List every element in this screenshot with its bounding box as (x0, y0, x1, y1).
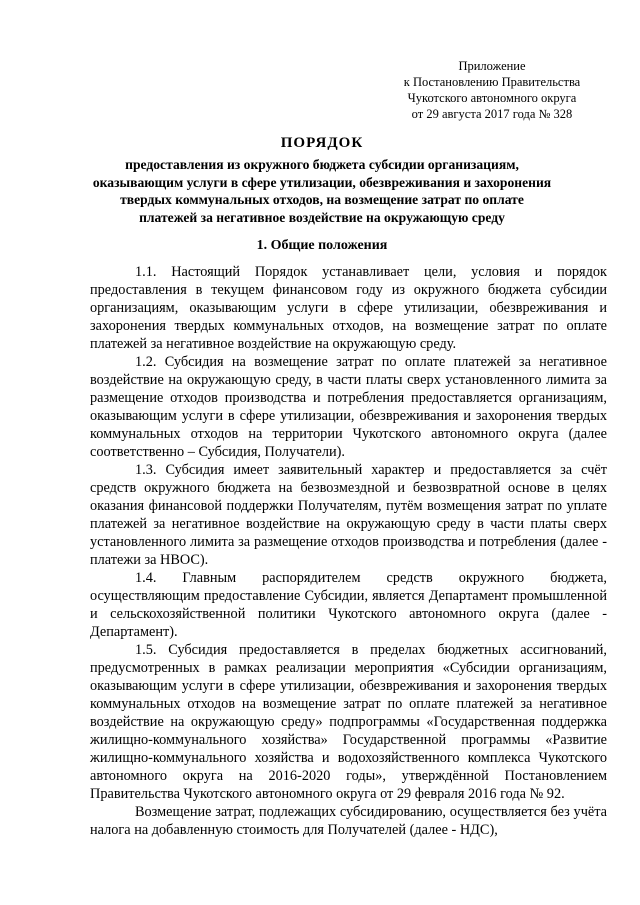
paragraph-1-4: 1.4. Главным распорядителем средств окружного бюджета, осуществляющим предоставление Субсидии, является Департамент промышленной и сельскохозяйственной политики Чукотского автономного округа (далее - Департамент). (90, 570, 607, 640)
paragraph-1-2: 1.2. Субсидия на возмещение затрат по оплате платежей за негативное воздействие на окружающую среду, в части платы сверх установленного лимита за размещение отходов производства и потребления предоставляется организациям, оказывающим услуги в сфере утилизации, обезвреживания и захоронения твердых коммунальных отходов на территории Чукотского автономного округа (далее соответственно – Субсидия, Получатели). (90, 354, 607, 460)
annex-block (392, 58, 592, 122)
paragraph-1-5: 1.5. Субсидия предоставляется в пределах бюджетных ассигнований, предусмотренных в рамках реализации мероприятия «Субсидии организациям, оказывающим услуги в сфере утилизации, обезвреживания и захоронения твердых коммунальных отходов на возмещение затрат по оплате платежей за негативное воздействие на окружающую среду» подпрограммы «Государственная поддержка жилищно-коммунального хозяйства» Государственной программы «Развитие жилищно-коммунального хозяйства и водохозяйственного комплекса Чукотского автономного округа на 2016-2020 годы», утверждённой Постановлением Правительства Чукотского автономного округа от 29 февраля 2016 года № 92. (90, 642, 607, 802)
annex-line: к Постановлению Правительства (403, 75, 581, 89)
subtitle-line: предоставления из окружного бюджета субсидии организациям, (125, 157, 519, 172)
paragraph-continuation: Возмещение затрат, подлежащих субсидированию, осуществляется без учёта налога на добавленную стоимость для Получателей (далее - НДС), (90, 804, 607, 838)
annex-line: Приложение (458, 59, 526, 73)
section-heading: 1. Общие положения (256, 238, 388, 253)
document-title: ПОРЯДОК (280, 135, 364, 151)
paragraph-1-3: 1.3. Субсидия имеет заявительный характер и предоставляется за счёт средств окружного бюджета на безвозмездной и безвозвратной основе в целях оказания финансовой поддержки Получателям, путём возмещения затрат по уплате платежей за негативное воздействие на окружающую среду в части платы сверх установленного лимита за размещение отходов производства и потребления (далее - платежи за НВОС). (90, 462, 607, 568)
annex-line: от 29 августа 2017 года № 328 (411, 107, 573, 121)
annex-line: Чукотского автономного округа (407, 91, 577, 105)
document-subtitle (80, 156, 564, 226)
subtitle-line: платежей за негативное воздействие на окружающую среду (139, 209, 505, 225)
subtitle-line: оказывающим услуги в сфере утилизации, обезвреживания и захоронения (92, 174, 552, 190)
paragraph-1-1: 1.1. Настоящий Порядок устанавливает цели, условия и порядок предоставления в текущем финансовом году из окружного бюджета субсидии организациям, оказывающим услуги в сфере утилизации, обезвреживания и захоронения твердых коммунальных отходов, на возмещение затрат по оплате платежей за негативное воздействие на окружающую среду. (90, 264, 607, 352)
document-body (90, 263, 607, 839)
subtitle-line: твердых коммунальных отходов, на возмещение затрат по оплате (120, 192, 524, 207)
